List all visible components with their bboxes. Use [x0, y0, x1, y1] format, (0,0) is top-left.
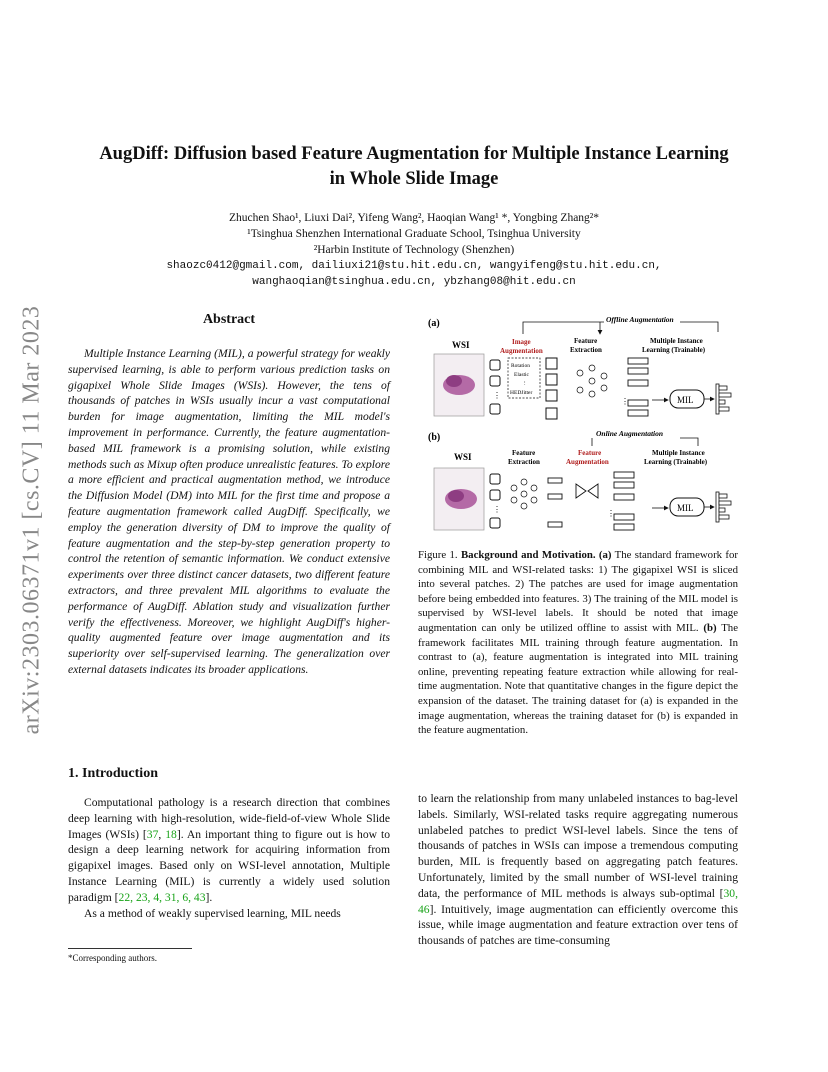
svg-text:Elastic: Elastic: [514, 372, 529, 378]
wsi-label-a: WSI: [452, 340, 470, 350]
augmented-patches-a: [546, 358, 557, 419]
emails-line-2: wanghaoqian@tsinghua.edu.cn, ybzhang08@hit.edu.cn: [252, 276, 576, 288]
svg-text:MIL: MIL: [677, 395, 694, 405]
citation-link[interactable]: 18: [165, 827, 177, 841]
citation-link[interactable]: 30, 46: [418, 886, 738, 916]
svg-text:Feature: Feature: [578, 449, 602, 457]
intro-paragraph-2: As a method of weakly supervised learning, MIL needs: [84, 906, 341, 920]
feature-vectors-b: [614, 472, 634, 530]
svg-text:Multiple Instance: Multiple Instance: [650, 337, 703, 345]
offline-label: Offline Augmentation: [606, 315, 674, 324]
emails-line-1: shaozc0412@gmail.com, dailiuxi21@stu.hit.edu.cn, wangyifeng@stu.hit.edu.cn,: [166, 260, 662, 272]
author-block: [60, 210, 768, 290]
intro-column-left: [68, 795, 390, 921]
diffusion-icon: [576, 484, 598, 498]
svg-text:Feature: Feature: [574, 337, 598, 345]
arxiv-side-label: arXiv:2303.06371v1 [cs.CV] 11 Mar 2023: [18, 305, 45, 735]
svg-text:⋮: ⋮: [621, 397, 629, 406]
svg-text:Multiple Instance: Multiple Instance: [652, 449, 705, 457]
svg-text:Augmentation: Augmentation: [566, 458, 609, 466]
svg-text:Extraction: Extraction: [570, 346, 602, 354]
prediction-bars-b: [716, 492, 731, 522]
footnote-rule: [68, 948, 192, 949]
author-names: Zhuchen Shao¹, Liuxi Dai², Yifeng Wang², Haoqian Wang¹ *, Yongbing Zhang²*: [228, 212, 600, 224]
paper-title: AugDiff: Diffusion based Feature Augmentation for Multiple Instance Learning in Whole Slide Image: [99, 144, 729, 189]
wsi-label-b: WSI: [454, 452, 472, 462]
affiliation-2: ²Harbin Institute of Technology (Shenzhen): [313, 244, 515, 256]
svg-text:MIL: MIL: [677, 503, 694, 513]
feature-bars-b: [548, 478, 562, 527]
svg-text:Extraction: Extraction: [508, 458, 540, 466]
patch-column-a: [490, 360, 500, 414]
svg-text:⋮: ⋮: [493, 505, 501, 514]
intro-paragraph-1: Computational pathology is a research direction that combines deep learning with high-resolution, wide-field-of-view Whole Slide Images (WSIs) [37, 18]. An important thing to figure out is how to design a deep learning network for acquiring information from gigapixel images. Based only on WSI-level annotation, Multiple Instance Learning (MIL) is currently a widely used solution paradigm [22, 23, 4, 31, 6, 43].: [68, 796, 390, 904]
svg-text:⋮: ⋮: [607, 509, 615, 518]
section-heading-introduction: 1. Introduction: [68, 766, 158, 781]
svg-text:Learning (Trainable): Learning (Trainable): [644, 458, 708, 466]
feature-extractor-icon-b: [511, 479, 537, 509]
svg-text:⋮: ⋮: [493, 391, 501, 400]
svg-text:Image: Image: [512, 338, 531, 346]
citation-link[interactable]: 22, 23, 4, 31, 6, 43: [118, 890, 206, 904]
intro-column-right: to learn the relationship from many unlabeled instances to bag-level labels. Similarly, WSI-related tasks require aggregating numerous unlabeled patches to predict WSI-level labels. Since the tens of thousands of patches in WSIs can impose a tremendous computing burden, MIL is frequently based on aggregating patch features. Unfortunately, limited by the small number of WSI-level training data, the performance of MIL methods is always sub-optimal [30, 46]. Intuitively, image augmentation can efficiently overcome this issue, while image augmentation and feature extraction over tens of thousands of patches are time-consuming: [418, 792, 738, 948]
label-a: (a): [428, 318, 440, 329]
svg-text:HEDJitter: HEDJitter: [510, 390, 533, 396]
footnote: *Corresponding authors.: [68, 953, 157, 963]
svg-text:⋮: ⋮: [522, 381, 528, 387]
figure-1-diagram: [418, 308, 748, 540]
label-b: (b): [428, 432, 441, 443]
svg-text:Rotation: Rotation: [511, 363, 530, 369]
svg-text:Learning (Trainable): Learning (Trainable): [642, 346, 706, 354]
abstract-text: Multiple Instance Learning (MIL), a powerful strategy for weakly supervised learning, is able to perform various prediction tasks on gigapixel Whole Slide Images (WSIs). However, the tens of thousands of patches in WSIs usually incur a vast computational burden for image augmentation, limiting the MIL model's improvement in performance. Currently, the feature augmentation-based MIL framework is a promising solution, while existing methods such as Mixup often produce unrealistic features. To explore a more efficient and practical augmentation method, we introduce the Diffusion Model (DM) into MIL for the first time and propose a feature augmentation framework called AugDiff. Specifically, we employ the generation diversity of DM to improve the quality of feature augmentation and the step-by-step generation property to control the retention of semantic information. We conduct extensive experiments over three distinct cancer datasets, two different feature extractors, and three prevalent MIL algorithms to evaluate the performance of AugDiff. Ablation study and visualization further verify the effectiveness. Moreover, we highlight AugDiff's higher-quality augmented feature over image augmentation and its superiority over self-supervised learning. The generalization over external datasets indicates its broader applications.: [68, 347, 390, 676]
online-label: Online Augmentation: [596, 429, 664, 438]
prediction-bars-a: [716, 384, 731, 414]
feature-vectors-a: [628, 358, 648, 416]
patch-column-b: [490, 474, 500, 528]
citation-link[interactable]: 37: [146, 827, 159, 841]
online-bracket: [592, 438, 698, 446]
svg-text:Feature: Feature: [512, 449, 536, 457]
figure-1-caption: Figure 1. Background and Motivation. (a) The standard framework for combining MIL and WSI-related tasks: 1) The gigapixel WSI is sliced into several patches. 2) The patches are used for image augmentation before being embedded into features. 3) The training of the MIL model is supervised by WSI-level labels. It should be noted that image augmentation can only be utilized offline to assist with MIL. (b) The framework facilitates MIL training through feature augmentation. In contrast to (a), feature augmentation is integrated into MIL training online, preventing repeating feature extraction while allowing for real-time augmentation. Note that quantitative changes in the figure depict the expansion of the dataset. The training dataset for (a) is expanded in the image augmentation, whereas the training dataset for (b) is expanded in the feature augmentation.: [418, 549, 738, 737]
svg-text:Augmentation: Augmentation: [500, 347, 543, 355]
abstract-heading: Abstract: [202, 312, 256, 327]
feature-extractor-icon-a: [577, 365, 607, 397]
affiliation-1: ¹Tsinghua Shenzhen International Graduate School, Tsinghua University: [247, 228, 581, 240]
